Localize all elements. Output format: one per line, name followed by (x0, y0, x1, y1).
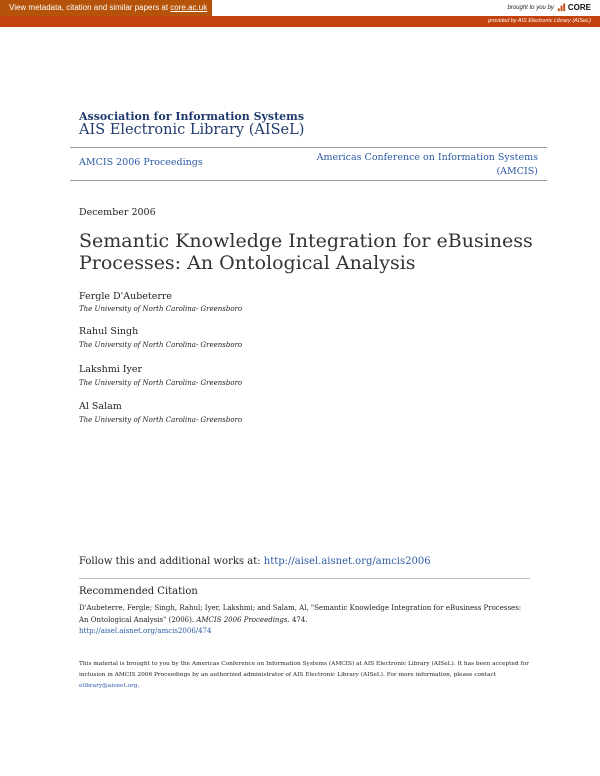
conference-link[interactable] (317, 151, 538, 179)
author-name: Al Salam (79, 401, 122, 412)
core-link-domain[interactable]: core.ac.uk (170, 3, 208, 12)
recommended-citation-heading: Recommended Citation (79, 586, 198, 597)
core-brought-by[interactable] (508, 3, 592, 12)
follow-line (79, 556, 431, 567)
proceedings-link[interactable]: AMCIS 2006 Proceedings (79, 157, 203, 168)
core-provided-by[interactable]: provided by AIS Electronic Library (AISeL) (488, 18, 591, 24)
access-notice (79, 659, 530, 692)
core-link-prefix: View metadata, citation and similar papers at (9, 3, 171, 12)
author-affiliation: The University of North Carolina- Greensboro (79, 379, 243, 387)
citation-block (79, 603, 530, 638)
citation-source: AMCIS 2006 Proceedings (196, 615, 288, 624)
author-affiliation: The University of North Carolina- Greensboro (79, 341, 243, 349)
core-logo-icon (557, 3, 566, 12)
core-logo-text: CORE (567, 3, 591, 12)
paper-title: Semantic Knowledge Integration for eBusiness Processes: An Ontological Analysis (79, 230, 533, 274)
library-name[interactable]: AIS Electronic Library (AISeL) (79, 122, 305, 138)
divider-citation (79, 578, 530, 579)
core-brought-by-text: brought to you by (507, 4, 554, 11)
author-affiliation: The University of North Carolina- Greensboro (79, 305, 243, 313)
citation-number: . 474. (287, 615, 308, 624)
citation-text: D'Aubeterre, Fergle; Singh, Rahul; Iyer, Lakshmi; and Salam, Al, "Semantic Knowledge Integration for eBusiness Processes: An Ontological Analysis" (2006). (79, 604, 522, 624)
conference-link-line-2: (AMCIS) (496, 166, 538, 177)
notice-text: This material is brought to you by the Americas Conference on Information Systems (AMCIS) at AIS Electronic Library (AISeL). It has been accepted for inclusion in AMCIS 2006 Proceedings by an authorized administrator of AIS Electronic Library (AISeL). For more information, please contact (79, 661, 529, 678)
divider-bottom (70, 180, 547, 181)
conference-link-line-1: Americas Conference on Information Systems (316, 152, 538, 163)
publication-date: December 2006 (79, 207, 156, 218)
author-name: Fergle D'Aubeterre (79, 291, 173, 302)
divider-top (70, 147, 547, 148)
author-name: Lakshmi Iyer (79, 364, 143, 375)
contact-email-link[interactable]: elibrary@aisnet.org (79, 683, 138, 689)
core-banner (0, 0, 600, 28)
core-metadata-link[interactable] (0, 0, 212, 16)
follow-text: Follow this and additional works at: (79, 556, 264, 567)
notice-end: . (137, 683, 140, 689)
core-metadata-link-text[interactable] (9, 3, 207, 12)
author-affiliation: The University of North Carolina- Greensboro (79, 416, 243, 424)
author-name: Rahul Singh (79, 326, 139, 337)
core-logo[interactable] (557, 3, 591, 12)
citation-link[interactable]: http://aisel.aisnet.org/amcis2006/474 (79, 627, 212, 635)
follow-link[interactable]: http://aisel.aisnet.org/amcis2006 (263, 556, 431, 567)
org-name[interactable]: Association for Information Systems (79, 110, 305, 123)
